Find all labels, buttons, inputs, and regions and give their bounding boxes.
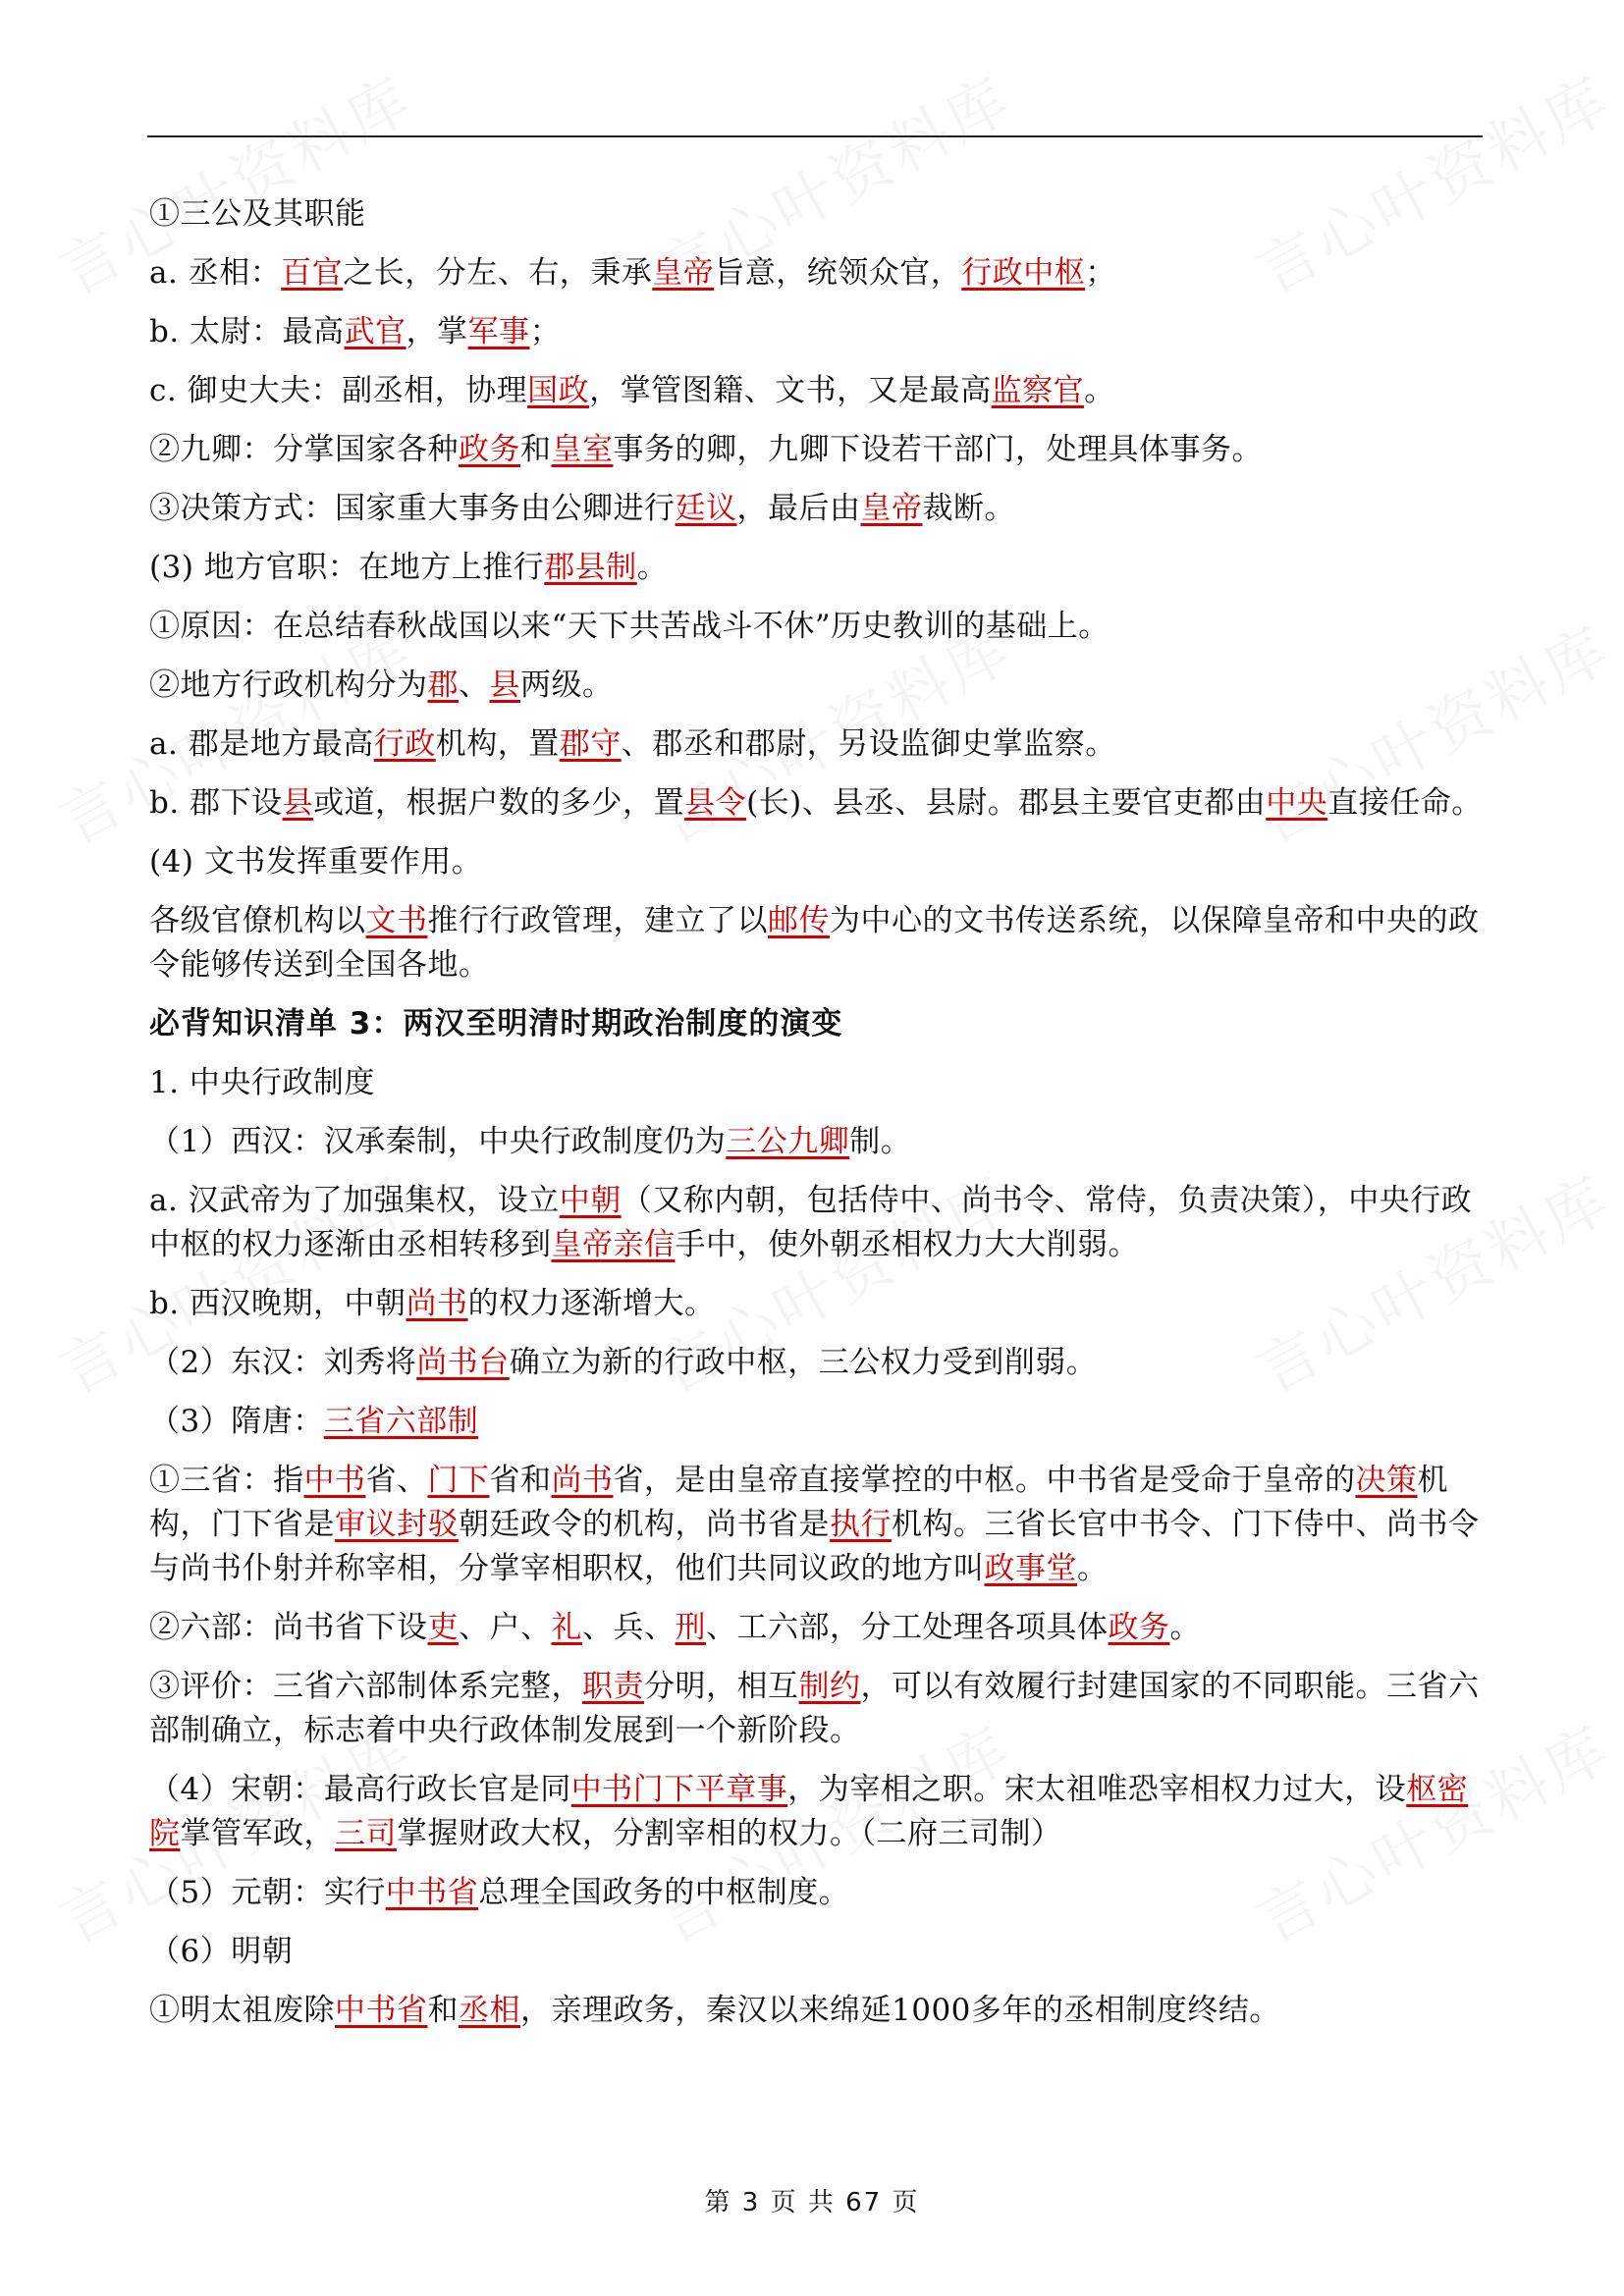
text-line (149, 192, 1485, 237)
key-term: 三司 (335, 1816, 397, 1851)
text-segment: ，可以有效履行封建国家的不同职能。三省六部制确立，标志着中央行政体制发展到一个新阶段。 (149, 1669, 1480, 1748)
text-segment: ①三省：指 (149, 1463, 304, 1498)
text-line (149, 1120, 1485, 1164)
text-segment: 必背知识清单 3：两汉至明清时期政治制度的演变 (149, 1006, 843, 1041)
text-segment: 、 (459, 667, 490, 703)
key-term: 吏 (427, 1610, 459, 1645)
text-line (149, 1459, 1485, 1591)
text-segment: c. 御史大夫：副丞相，协理 (149, 373, 528, 408)
text-segment: （3）隋唐： (149, 1404, 324, 1439)
key-term: 决策 (1355, 1463, 1418, 1498)
key-term: 文书 (365, 903, 428, 938)
text-segment: ③决策方式：国家重大事务由公卿进行 (149, 491, 676, 526)
text-segment: b. 太尉：最高 (149, 314, 345, 349)
text-segment: 分明，相互 (644, 1669, 799, 1704)
text-segment: ③评价：三省六部制体系完整， (149, 1669, 582, 1704)
key-term: 皇帝 (860, 491, 923, 526)
text-line (149, 840, 1485, 884)
key-term: 郡 (427, 667, 459, 703)
key-term: 政务 (1108, 1610, 1170, 1645)
key-term: 尚书 (406, 1286, 468, 1321)
text-segment: (4) 文书发挥重要作用。 (149, 844, 483, 880)
text-segment: 手中，使外朝丞相权力大大削弱。 (675, 1227, 1139, 1262)
text-segment: （5）元朝：实行 (149, 1875, 386, 1910)
key-term: 审议封驳 (335, 1507, 459, 1542)
key-term: 廷议 (675, 491, 737, 526)
key-term: 军事 (467, 314, 530, 349)
key-term: 行政中枢 (961, 255, 1086, 291)
text-segment: 为中心的文书传送系统，以保障皇帝和中央的政令能够传送到全国各地。 (149, 903, 1480, 983)
text-segment: ②六部：尚书省下设 (149, 1610, 428, 1645)
key-term: 职责 (582, 1669, 644, 1704)
text-segment: ②九卿：分掌国家各种 (149, 432, 459, 467)
text-segment: 旨意，统领众官， (714, 255, 962, 291)
text-segment: 、郡丞和郡尉，另设监御史掌监察。 (621, 726, 1116, 762)
key-term: 中书 (303, 1463, 366, 1498)
key-term: 中朝 (559, 1183, 622, 1218)
text-segment: ； (1085, 255, 1116, 291)
key-term: 制约 (798, 1669, 861, 1704)
text-segment: 。 (636, 550, 669, 585)
key-term: 国政 (527, 373, 590, 408)
text-line (149, 369, 1485, 413)
text-segment: （2）东汉：刘秀将 (149, 1345, 417, 1380)
text-segment: 掌握财政大权，分割宰相的权力。（二府三司制） (397, 1816, 1062, 1851)
header-rule (147, 135, 1483, 137)
text-line (149, 1606, 1485, 1650)
key-term: 尚书台 (416, 1345, 510, 1380)
key-term: 中书省 (335, 1993, 428, 2028)
text-segment: 两级。 (520, 667, 614, 703)
text-line (149, 1989, 1485, 2033)
text-segment: （又称内朝，包括侍中、尚书令、常侍，负责决策），中央行政中枢的权力逐渐由丞相转移到 (149, 1183, 1473, 1262)
key-term: 皇帝 (652, 255, 715, 291)
text-segment: 省，是由皇帝直接掌控的中枢。中书省是受命于皇帝的 (613, 1463, 1356, 1498)
text-segment: ，掌 (406, 314, 468, 349)
text-line (149, 781, 1485, 826)
text-segment: （4）宋朝：最高行政长官是同 (149, 1772, 571, 1807)
key-term: 邮传 (768, 903, 830, 938)
text-segment: ，掌管图籍、文书，又是最高 (589, 373, 992, 408)
key-term: 中央 (1266, 785, 1328, 821)
text-line (149, 251, 1485, 295)
text-line (149, 605, 1485, 649)
text-line (149, 1400, 1485, 1444)
text-line (149, 428, 1485, 472)
text-line (149, 310, 1485, 354)
page-footer: 第 3 页 共 67 页 (704, 2188, 920, 2217)
text-segment: ②地方行政机构分为 (149, 667, 428, 703)
text-segment: (3) 地方官职：在地方上推行 (149, 550, 545, 585)
key-term: 县 (282, 785, 314, 821)
text-line (149, 1341, 1485, 1385)
key-term: 三省六部制 (323, 1404, 479, 1439)
key-term: 政事堂 (984, 1551, 1077, 1586)
text-line (149, 1768, 1485, 1856)
text-line (149, 899, 1485, 988)
key-term: 县令 (684, 785, 747, 821)
text-segment: 的权力逐渐增大。 (467, 1286, 716, 1321)
text-segment: 。 (1084, 373, 1115, 408)
key-term: 郡守 (559, 726, 622, 762)
text-segment: ①明太祖废除 (149, 1993, 335, 2028)
key-term: 百官 (281, 255, 344, 291)
text-line (149, 664, 1485, 708)
text-segment: b. 郡下设 (149, 785, 283, 821)
key-term: 中书省 (385, 1875, 479, 1910)
text-segment: 省、 (365, 1463, 428, 1498)
text-segment: 推行行政管理，建立了以 (427, 903, 768, 938)
text-segment: 、工六部，分工处理各项具体 (706, 1610, 1109, 1645)
key-term: 丞相 (459, 1993, 520, 2028)
text-segment: 总理全国政务的中枢制度。 (478, 1875, 850, 1910)
text-line (149, 1179, 1485, 1267)
text-segment: b. 西汉晚期，中朝 (149, 1286, 406, 1321)
section-heading (149, 1002, 1485, 1046)
text-segment: 机构，置 (435, 726, 560, 762)
text-line (149, 1665, 1485, 1753)
text-segment: 。 (1169, 1610, 1201, 1645)
text-segment: ，亲理政务，秦汉以来绵延1000多年的丞相制度终结。 (520, 1993, 1280, 2028)
text-line (149, 1871, 1485, 1915)
text-segment: a. 郡是地方最高 (149, 726, 374, 762)
text-line (149, 1930, 1485, 1974)
text-segment: ，最后由 (736, 491, 861, 526)
text-line (149, 1061, 1485, 1105)
text-segment: 或道，根据户数的多少，置 (313, 785, 685, 821)
key-term: 郡县制 (544, 550, 637, 585)
key-term: 皇帝亲信 (551, 1227, 676, 1262)
text-segment: ，为宰相之职。宋太祖唯恐宰相权力过大，设 (787, 1772, 1407, 1807)
text-segment: 1. 中央行政制度 (149, 1065, 375, 1100)
text-segment: 掌管军政， (180, 1816, 335, 1851)
text-segment: （6）明朝 (149, 1934, 294, 1969)
key-term: 尚书 (551, 1463, 614, 1498)
key-term: 礼 (551, 1610, 582, 1645)
text-segment: (长)、县丞、县尉。郡县主要官吏都由 (746, 785, 1267, 821)
text-segment: a. 丞相： (149, 255, 282, 291)
key-term: 中书门下平章事 (570, 1772, 788, 1807)
key-term: 武官 (344, 314, 406, 349)
text-segment: 机构。三省长官中书令、门下侍中、尚书令与尚书仆射并称宰相，分掌宰相职权，他们共同议政的地方叫 (149, 1507, 1480, 1586)
key-term: 刑 (675, 1610, 706, 1645)
text-segment: a. 汉武帝为了加强集权，设立 (149, 1183, 560, 1218)
text-segment: ①三公及其职能 (149, 196, 366, 232)
text-line (149, 722, 1485, 767)
text-segment: （1）西汉：汉承秦制，中央行政制度仍为 (149, 1124, 727, 1159)
text-segment: 直接任命。 (1327, 785, 1483, 821)
text-segment: 和 (427, 1993, 459, 2028)
text-segment: ①原因：在总结春秋战国以来“天下共苦战斗不休”历史教训的基础上。 (149, 609, 1110, 644)
text-line (149, 487, 1485, 531)
text-segment: 各级官僚机构以 (149, 903, 366, 938)
text-segment: ； (529, 314, 562, 349)
text-segment: 朝廷政令的机构，尚书省是 (459, 1507, 830, 1542)
key-term: 枢密院 (149, 1772, 1469, 1851)
text-segment: 事务的卿，九卿下设若干部门，处理具体事务。 (613, 432, 1263, 467)
text-segment: 制。 (849, 1124, 912, 1159)
text-segment: 、兵、 (582, 1610, 676, 1645)
text-segment: 之长，分左、右，秉承 (343, 255, 653, 291)
text-segment: 和 (520, 432, 552, 467)
text-segment: 机构，门下省是 (149, 1463, 1448, 1542)
key-term: 监察官 (991, 373, 1085, 408)
text-segment: 裁断。 (922, 491, 1015, 526)
text-segment: 确立为新的行政中枢，三公权力受到削弱。 (509, 1345, 1098, 1380)
text-segment: 省和 (489, 1463, 552, 1498)
text-segment: 、户、 (459, 1610, 552, 1645)
key-term: 皇室 (551, 432, 614, 467)
text-line (149, 546, 1485, 590)
key-term: 行政 (373, 726, 436, 762)
key-term: 三公九卿 (726, 1124, 850, 1159)
key-term: 执行 (830, 1507, 892, 1542)
key-term: 门下 (427, 1463, 490, 1498)
document-body (149, 192, 1485, 2048)
key-term: 县 (489, 667, 520, 703)
text-segment: 。 (1077, 1551, 1109, 1586)
text-line (149, 1282, 1485, 1326)
key-term: 政务 (459, 432, 520, 467)
